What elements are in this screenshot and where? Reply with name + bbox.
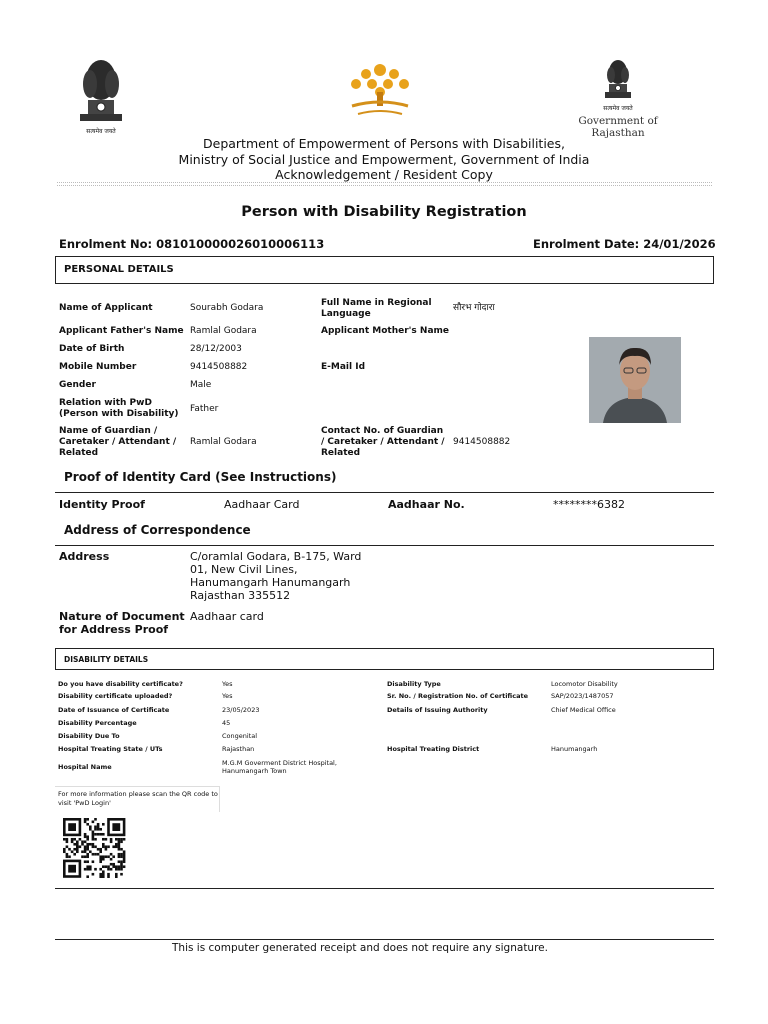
mother-name-label: Applicant Mother's Name: [321, 326, 449, 336]
udid-logo: [344, 58, 416, 120]
header-line-2: Ministry of Social Justice and Empowerment, Government of India: [178, 152, 590, 167]
hospital-name-label: Hospital Name: [58, 763, 112, 771]
disability-due-to-label: Disability Due To: [58, 732, 120, 740]
identity-proof-heading: Proof of Identity Card (See Instructions): [64, 470, 337, 484]
aadhaar-number-value: ********6382: [553, 498, 625, 511]
registration-number-value: SAP/2023/1487057: [551, 692, 614, 700]
right-emblem-hindi-caption: सत्यमेव जयते: [603, 105, 633, 112]
personal-details-heading: PERSONAL DETAILS: [64, 264, 174, 275]
header-line-3: Acknowledgement / Resident Copy: [275, 167, 493, 182]
hospital-state-label: Hospital Treating State / UTs: [58, 745, 163, 753]
relation-label: Relation with PwD (Person with Disability): [59, 398, 179, 419]
guardian-contact-value: 9414508882: [453, 437, 511, 447]
identity-proof-value: Aadhaar Card: [224, 498, 300, 511]
disability-type-label: Disability Type: [387, 680, 441, 688]
header-divider: [57, 182, 712, 183]
issuing-authority-label: Details of Issuing Authority: [387, 706, 488, 714]
identity-divider: [55, 492, 714, 493]
left-emblem-caption: सत्यमेव जयते: [86, 128, 116, 135]
hospital-district-value: Hanumangarh: [551, 745, 598, 753]
regional-name-label: Full Name in Regional Language: [321, 298, 432, 319]
enrolment-date: Enrolment Date: 24/01/2026: [533, 237, 716, 251]
disability-type-value: Locomotor Disability: [551, 680, 618, 688]
hospital-state-value: Rajasthan: [222, 745, 255, 753]
india-emblem-logo: [74, 58, 128, 136]
address-line-3: Hanumangarh Hanumangarh: [190, 576, 351, 589]
hospital-name-line-1: M.G.M Goverment District Hospital,: [222, 759, 337, 767]
aadhaar-number-label: Aadhaar No.: [388, 498, 465, 511]
disability-bottom-divider: [55, 888, 714, 889]
header-line-1: Department of Empowerment of Persons with Disabilities,: [203, 136, 565, 151]
footer-note: This is computer generated receipt and does not require any signature.: [172, 942, 548, 954]
qr-note-line-2: visit 'PwD Login': [58, 799, 111, 807]
father-name-label: Applicant Father's Name: [59, 326, 184, 336]
certificate-question-label: Do you have disability certificate?: [58, 680, 183, 688]
disability-details-heading: DISABILITY DETAILS: [64, 655, 149, 664]
address-label: Address: [59, 550, 110, 563]
email-label: E-Mail Id: [321, 362, 366, 372]
issuing-authority-value: Chief Medical Office: [551, 706, 616, 714]
hospital-district-label: Hospital Treating District: [387, 745, 480, 753]
dob-value: 28/12/2003: [190, 344, 242, 354]
father-name-value: Ramlal Godara: [190, 326, 257, 336]
identity-proof-label: Identity Proof: [59, 498, 145, 511]
rajasthan-emblem-logo: [556, 60, 680, 139]
hospital-name-line-2: Hanumangarh Town: [222, 767, 287, 775]
gender-label: Gender: [59, 380, 96, 390]
address-heading: Address of Correspondence: [64, 523, 251, 537]
relation-value: Father: [190, 404, 219, 414]
address-document-label-1: Nature of Document: [59, 610, 185, 623]
regional-name-value: सौरभ गोदारा: [453, 303, 495, 313]
mobile-value: 9414508882: [190, 362, 248, 372]
address-line-4: Rajasthan 335512: [190, 589, 291, 602]
pwd-login-qr-code[interactable]: [63, 818, 129, 880]
applicant-name-value: Sourabh Godara: [190, 303, 264, 313]
mobile-label: Mobile Number: [59, 362, 137, 372]
guardian-name-value: Ramlal Godara: [190, 437, 257, 447]
qr-cell-top: [55, 786, 220, 787]
disability-percentage-label: Disability Percentage: [58, 719, 137, 727]
footer-divider: [55, 939, 714, 940]
qr-note-line-1: For more information please scan the QR code to: [58, 790, 218, 798]
registration-number-label: Sr. No. / Registration No. of Certificate: [387, 692, 529, 700]
certificate-uploaded-value: Yes: [222, 692, 233, 700]
address-divider: [55, 545, 714, 546]
issuance-date-label: Date of Issuance of Certificate: [58, 706, 170, 714]
certificate-question-value: Yes: [222, 680, 233, 688]
government-of-rajasthan-caption: Government of Rajasthan: [578, 115, 658, 139]
applicant-photo: [589, 337, 681, 423]
issuance-date-value: 23/05/2023: [222, 706, 260, 714]
address-line-2: 01, New Civil Lines,: [190, 563, 298, 576]
certificate-uploaded-label: Disability certificate uploaded?: [58, 692, 173, 700]
qr-cell-divider: [219, 786, 220, 812]
address-line-1: C/oramlal Godara, B-175, Ward: [190, 550, 362, 563]
address-document-label-2: for Address Proof: [59, 623, 169, 636]
disability-details-header: [55, 648, 714, 670]
guardian-contact-label: Contact No. of Guardian / Caretaker / Attendant / Related: [321, 426, 445, 458]
personal-details-header: [55, 256, 714, 284]
dob-label: Date of Birth: [59, 344, 125, 354]
guardian-name-label: Name of Guardian / Caretaker / Attendant / Related: [59, 426, 177, 458]
address-document-value: Aadhaar card: [190, 610, 264, 623]
disability-due-to-value: Congenital: [222, 732, 258, 740]
disability-percentage-value: 45: [222, 719, 231, 727]
enrolment-number: Enrolment No: 081010000026010006113: [59, 237, 325, 251]
gender-value: Male: [190, 380, 212, 390]
page-title: Person with Disability Registration: [241, 204, 527, 220]
header-divider-2: [57, 185, 712, 186]
applicant-name-label: Name of Applicant: [59, 303, 153, 313]
